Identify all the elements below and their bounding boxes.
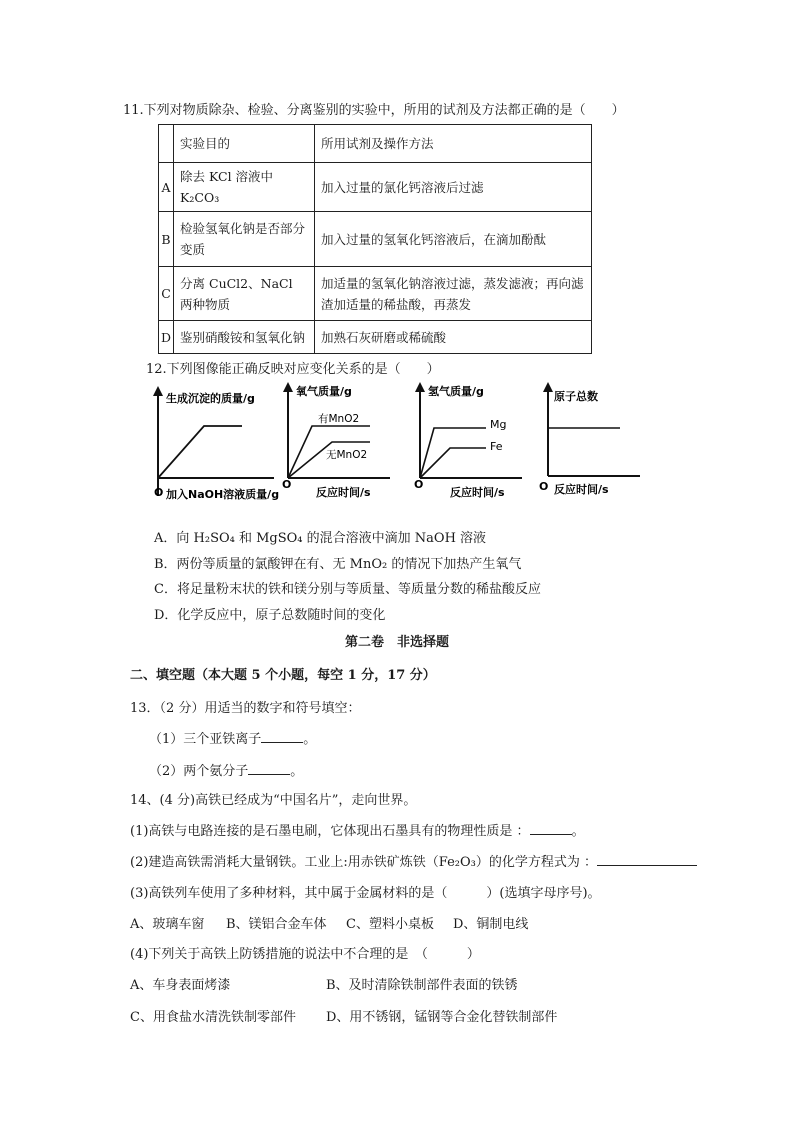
origin-label: O [154, 486, 164, 499]
y-arrow-icon [153, 386, 163, 396]
row-key: A [159, 163, 174, 212]
y-label: 氢气质量/g [428, 385, 484, 398]
q14-sub4: (4)下列关于高铁上防锈措施的说法中不合理的是 （ ） [130, 947, 480, 962]
row-method: 加入过量的氢氧化钙溶液后，在滴加酚酞 [315, 212, 592, 267]
table-row [159, 163, 592, 212]
answer-blank[interactable] [530, 822, 572, 835]
curve-precipitate [158, 426, 242, 478]
q14-sub2-text: (2)建造高铁需消耗大量钢铁。工业上:用赤铁矿炼铁（Fe₂O₃）的化学方程式为 ： [130, 855, 598, 870]
q14-opt3-d: D、铜制电线 [453, 917, 529, 932]
row-key: C [159, 267, 174, 321]
y-arrow-icon [283, 382, 293, 392]
series-label-with: 有MnO2 [318, 413, 360, 425]
origin-label: O [282, 478, 292, 491]
q14-opt3-a: A、玻璃车窗 [130, 917, 205, 932]
row-key: D [159, 321, 174, 354]
q13-item-1 [149, 728, 316, 747]
q13-item-2-text: （2）两个氨分子 [149, 764, 249, 779]
table-header-row [159, 125, 592, 163]
q14-opt4-b: B、及时清除铁制部件表面的铁锈 [326, 978, 518, 993]
q12-option-d: D．化学反应中，原子总数随时间的变化 [154, 608, 386, 623]
q14-opt3-b: B、镁铝合金车体 [226, 917, 327, 932]
q12-option-a: A．向 H₂SO₄ 和 MgSO₄ 的混合溶液中滴加 NaOH 溶液 [154, 531, 487, 546]
answer-blank[interactable] [248, 762, 290, 775]
period: 。 [571, 824, 585, 839]
table-row [159, 267, 592, 321]
y-label: 生成沉淀的质量/g [166, 392, 255, 405]
row-method: 加入过量的氯化钙溶液后过滤 [315, 163, 592, 212]
graph-b [278, 378, 398, 503]
x-label: 反应时间/s [450, 486, 505, 499]
row-method: 加适量的氢氧化钠溶液过滤，蒸发滤液；再向滤渣加适量的稀盐酸，再蒸发 [315, 267, 592, 321]
table-row [159, 212, 592, 267]
y-arrow-icon [415, 382, 425, 392]
q14-stem: 14、(4 分)高铁已经成为“中国名片”，走向世界。 [130, 793, 417, 808]
period: 。 [303, 732, 317, 747]
graph-c [410, 378, 535, 503]
curve-fe [420, 448, 486, 478]
header-key [159, 125, 174, 163]
q13-item-1-text: （1）三个亚铁离子 [149, 732, 262, 747]
y-arrow-icon [543, 382, 553, 392]
y-label: 氧气质量/g [296, 385, 352, 398]
curve-mg [420, 428, 486, 478]
row-purpose: 分离 CuCl2、NaCl 两种物质 [174, 267, 315, 321]
q14-sub2 [130, 851, 697, 870]
q14-sub1-text: (1)高铁与电路连接的是石墨电刷，它体现出石墨具有的物理性质是 ： [130, 824, 530, 839]
graph-a [140, 380, 280, 505]
q14-opt4-d: D、用不锈钢，锰钢等合金化替铁制部件 [326, 1010, 558, 1025]
section2-heading: 二、填空题（本大题 5 个小题，每空 1 分，17 分） [130, 668, 436, 683]
origin-label: O [414, 478, 424, 491]
x-label: 反应时间/s [554, 483, 609, 496]
q13-stem: 13．（2 分）用适当的数字和符号填空： [130, 701, 361, 716]
q14-opt3-c: C、塑料小桌板 [346, 917, 434, 932]
q14-opt4-c: C、用食盐水清洗铁制零部件 [130, 1010, 296, 1025]
origin-label: O [539, 480, 549, 493]
answer-blank[interactable] [597, 853, 697, 866]
row-purpose: 除去 KCl 溶液中 K₂CO₃ [174, 163, 315, 212]
header-method: 所用试剂及操作方法 [315, 125, 592, 163]
x-label: 加入NaOH溶液质量/g [166, 488, 280, 501]
q14-sub1 [130, 820, 585, 839]
q13-item-2 [149, 760, 303, 779]
q14-opt4-a: A、车身表面烤漆 [130, 978, 231, 993]
period: 。 [290, 764, 304, 779]
y-label: 原子总数 [554, 390, 598, 403]
series-label-without: 无MnO2 [326, 449, 368, 461]
q12-stem: 12.下列图像能正确反映对应变化关系的是（ ） [146, 362, 440, 377]
row-purpose: 检验氢氧化钠是否部分变质 [174, 212, 315, 267]
series-label-mg: Mg [490, 418, 507, 431]
x-label: 反应时间/s [316, 486, 371, 499]
row-method: 加熟石灰研磨或稀硫酸 [315, 321, 592, 354]
series-label-fe: Fe [490, 440, 503, 453]
part2-title: 第二卷 非选择题 [345, 635, 450, 650]
q14-sub3: (3)高铁列车使用了多种材料，其中属于金属材料的是（ ）(选填字母序号)。 [130, 886, 601, 901]
row-purpose: 鉴别硝酸铵和氢氧化钠 [174, 321, 315, 354]
answer-blank[interactable] [261, 730, 303, 743]
q12-option-c: C．将足量粉末状的铁和镁分别与等质量、等质量分数的稀盐酸反应 [154, 582, 541, 597]
q11-stem: 11.下列对物质除杂、检验、分离鉴别的实验中，所用的试剂及方法都正确的是（ ） [123, 103, 625, 118]
row-key: B [159, 212, 174, 267]
header-purpose: 实验目的 [174, 125, 315, 163]
graph-d [536, 378, 646, 503]
q11-table [158, 124, 592, 354]
q12-option-b: B．两份等质量的氯酸钾在有、无 MnO₂ 的情况下加热产生氧气 [154, 557, 522, 572]
table-row [159, 321, 592, 354]
